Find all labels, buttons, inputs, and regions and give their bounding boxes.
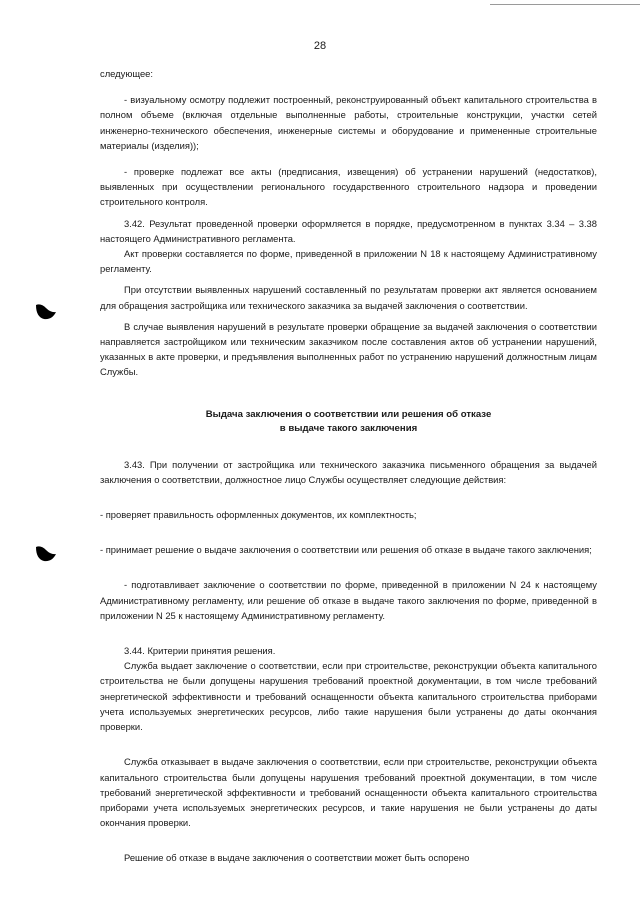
document-body — [100, 66, 597, 866]
paragraph: 3.42. Результат проведенной проверки оформляется в порядке, предусмотренном в пунктах 3.34 – 3.38 настоящего Административного регламента. — [100, 217, 597, 244]
punch-hole-mark-top — [32, 296, 58, 322]
list-item: - принимает решение о выдаче заключения о соответствии или решения об отказе в выдаче такого заключения; — [100, 544, 592, 556]
list-item: - подготавливает заключение о соответствии по форме, приведенной в приложении N 24 к настоящему Административному регламенту, или решение об отказе в выдаче такого заключения по форме, приведенной в приложении N 25 к настоящему Административному регламенту. — [100, 579, 597, 621]
paragraph: Служба отказывает в выдаче заключения о соответствии, если при строительстве, реконструкции объекта капитального строительства были допущены нарушения требований проектной документации, в том числе требований энергетической эффективности и требований оснащенности объекта капитального строительства приборами учета используемых энергетических ресурсов, и такие нарушения не были устранены до даты окончания проверки. — [100, 756, 597, 829]
list-item: - проверке подлежат все акты (предписания, извещения) об устранении нарушений (недостатков), выявленных при осуществлении регионального государственного строительного надзора и проведении строительного контроля. — [100, 166, 597, 208]
scan-edge-line — [490, 4, 640, 5]
section-heading-line2: в выдаче такого заключения — [279, 423, 418, 435]
paragraph: 3.44. Критерии принятия решения. — [124, 645, 276, 657]
punch-hole-mark-bottom — [32, 538, 58, 564]
paragraph: При отсутствии выявленных нарушений составленный по результатам проверки акт является основанием для обращения застройщика или технического заказчика за выдачей заключения о соответствии. — [100, 284, 597, 311]
paragraph: В случае выявления нарушений в результате проверки обращение за выдачей заключения о соответствии направляется застройщиком или техническим заказчиком после составления актов об устранении нарушений, указанных в акте проверки, и предъявления выполненных работ по устранению нарушений должностным лицам Службы. — [100, 320, 597, 378]
paragraph: следующее: — [100, 68, 153, 79]
page-number: 28 — [313, 40, 327, 52]
section-heading — [100, 408, 597, 437]
paragraph: Акт проверки составляется по форме, приведенной в приложении N 18 к настоящему Административному регламенту. — [100, 248, 597, 275]
list-item: - проверяет правильность оформленных документов, их комплектность; — [100, 509, 417, 521]
paragraph: Служба выдает заключение о соответствии, если при строительстве, реконструкции объекта капитального строительства не были допущены нарушения требований проектной документации, в том числе требований энергетической эффективности и требований оснащенности объекта капитального строительства приборами учета используемых энергетических ресурсов, либо такие нарушения были устранены до даты окончания проверки. — [100, 660, 597, 733]
paragraph: 3.43. При получении от застройщика или технического заказчика письменного обращения за выдачей заключения о соответствии, должностное лицо Службы осуществляет следующие действия: — [100, 458, 597, 485]
section-heading-line1: Выдача заключения о соответствии или решения об отказе — [205, 408, 492, 420]
paragraph: Решение об отказе в выдаче заключения о соответствии может быть оспорено — [124, 852, 470, 864]
list-item: - визуальному осмотру подлежит построенный, реконструированный объект капитального строительства в полном объеме (включая отдельные выполненные работы, строительные конструкции, участки сетей инженерно-технического обеспечения, инженерные системы и оборудование и примененные строительные материалы (изделия)); — [100, 94, 597, 151]
